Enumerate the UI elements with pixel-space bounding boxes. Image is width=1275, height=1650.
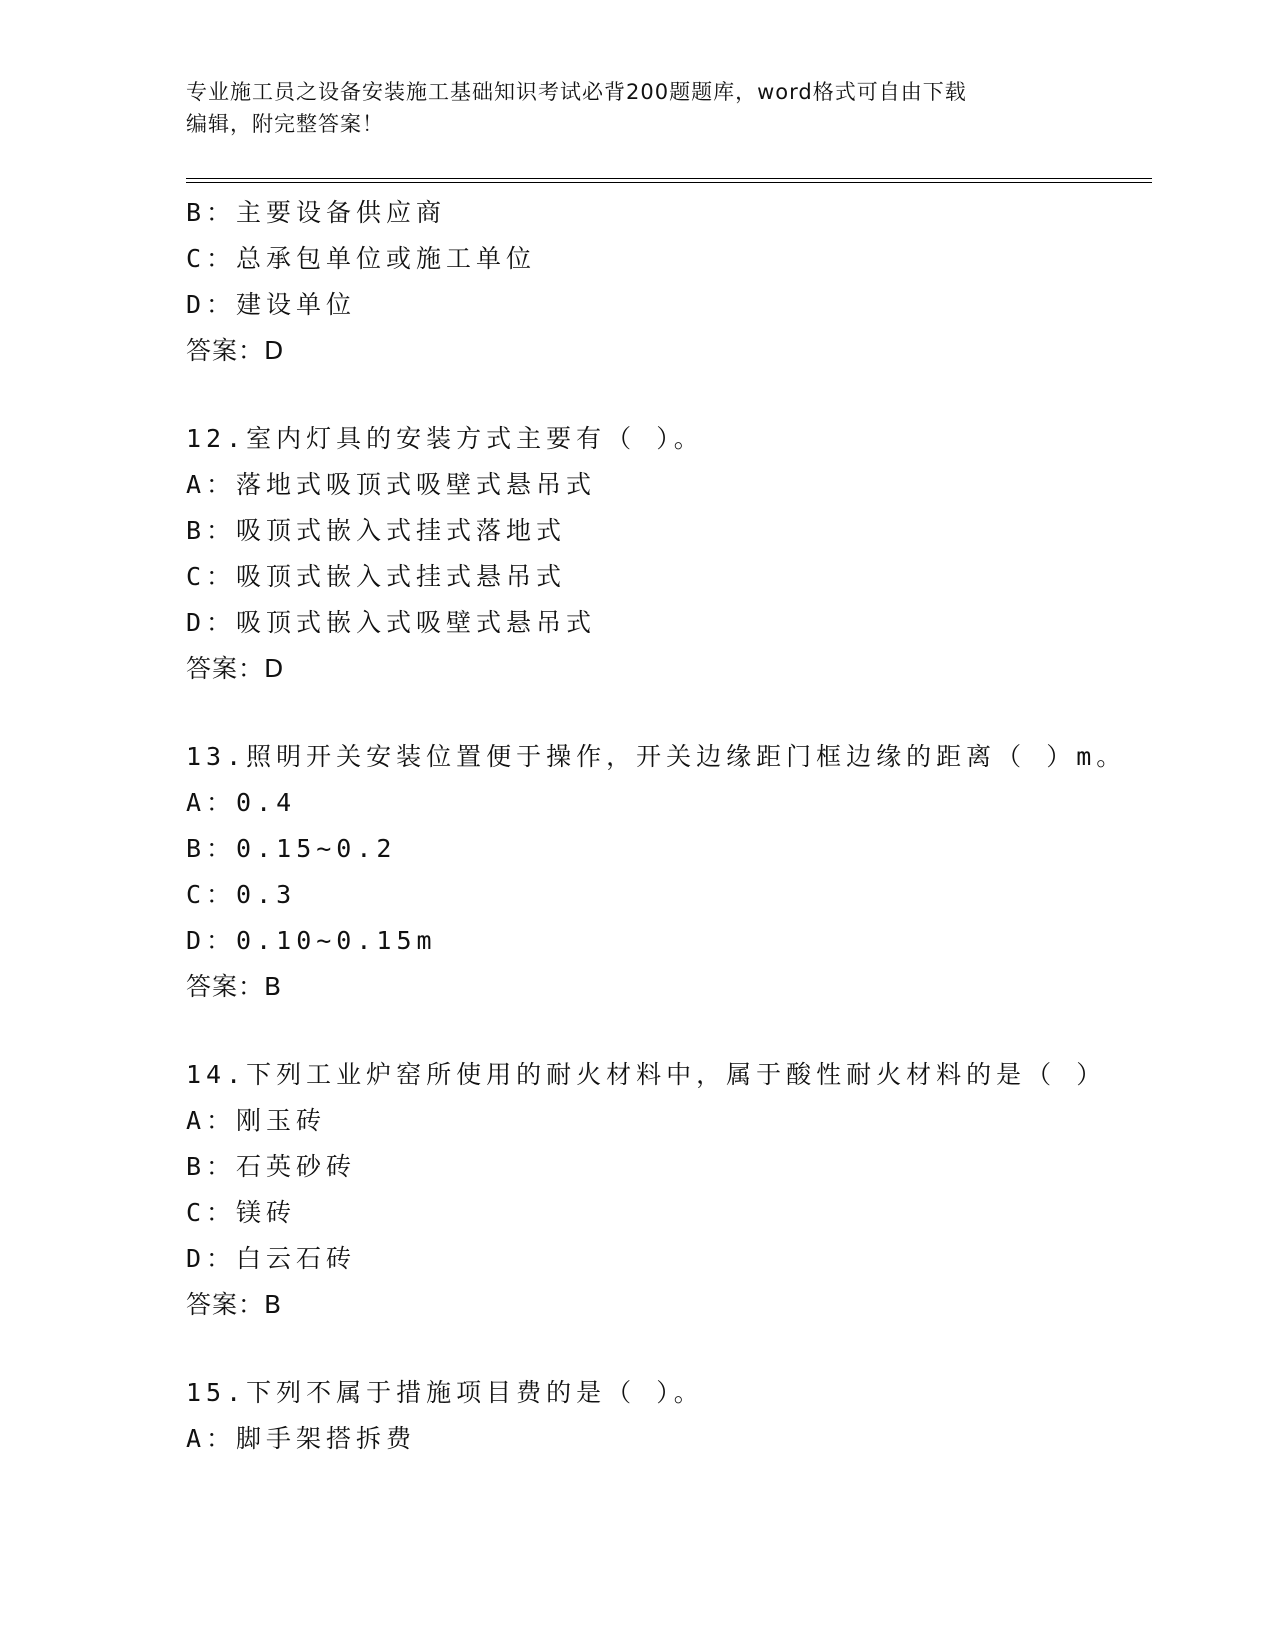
answer-line: 答案：B (186, 1290, 283, 1319)
document-header (186, 76, 1086, 140)
header-line-1: 专业施工员之设备安装施工基础知识考试必背200题题库，word格式可自由下载 (186, 80, 967, 104)
option-d: D：白云石砖 (186, 1244, 357, 1273)
option-d: D：吸顶式嵌入式吸壁式悬吊式 (186, 608, 597, 637)
header-line-2: 编辑，附完整答案！ (186, 112, 384, 136)
option-c: C：镁砖 (186, 1198, 297, 1227)
option-d: D：建设单位 (186, 290, 357, 319)
option-a: A：脚手架搭拆费 (186, 1424, 417, 1453)
option-b: B：吸顶式嵌入式挂式落地式 (186, 516, 567, 545)
question-block (186, 416, 1152, 692)
question-list (186, 190, 1152, 1462)
answer-line: 答案：B (186, 972, 283, 1001)
question-block (186, 1052, 1152, 1328)
option-c: C：0.3 (186, 880, 297, 909)
option-b: B：0.15~0.2 (186, 834, 397, 863)
question-text: 12.室内灯具的安装方式主要有（ ）。 (186, 424, 704, 453)
question-block (186, 190, 1152, 374)
question-text: 13.照明开关安装位置便于操作，开关边缘距门框边缘的距离（ ）m。 (186, 742, 1127, 771)
answer-line: 答案：D (186, 654, 285, 683)
option-a: A：刚玉砖 (186, 1106, 327, 1135)
option-b: B：主要设备供应商 (186, 198, 447, 227)
option-a: A：落地式吸顶式吸壁式悬吊式 (186, 470, 597, 499)
option-a: A：0.4 (186, 788, 297, 817)
option-c: C：吸顶式嵌入式挂式悬吊式 (186, 562, 567, 591)
option-d: D：0.10~0.15m (186, 926, 437, 955)
question-block (186, 1370, 1152, 1462)
option-c: C：总承包单位或施工单位 (186, 244, 537, 273)
question-text: 14.下列工业炉窑所使用的耐火材料中，属于酸性耐火材料的是（ ） (186, 1060, 1107, 1089)
answer-line: 答案：D (186, 336, 285, 365)
option-b: B：石英砂砖 (186, 1152, 357, 1181)
header-divider (186, 178, 1152, 183)
question-block (186, 734, 1152, 1010)
question-text: 15.下列不属于措施项目费的是（ ）。 (186, 1378, 704, 1407)
